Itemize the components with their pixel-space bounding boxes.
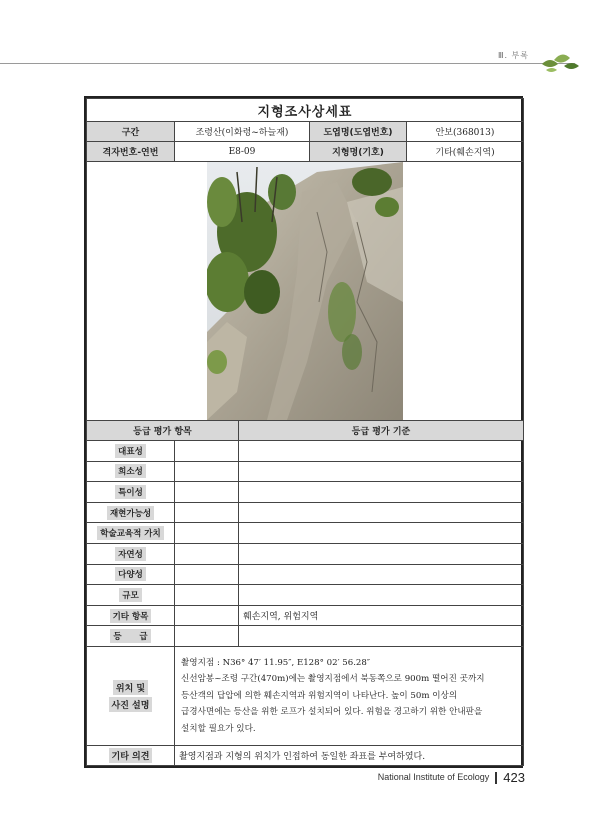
eval-grade [175,441,239,462]
section-name-label: 구간 [87,122,175,142]
leaf-ornament-icon [540,50,580,74]
note-label-text: 기타 의견 [109,748,153,763]
description-line: 등산객의 답압에 의한 훼손지역과 위험지역이 나타난다. 높이 50m 이상의 [181,690,458,701]
eval-criteria [239,502,524,523]
eval-grade [175,482,239,503]
eval-item-label: 대표성 [115,444,146,458]
eval-row [87,585,524,606]
landform-label: 지형명(기호) [310,142,407,162]
eval-item-label: 희소성 [115,464,146,478]
eval-row [87,482,524,503]
eval-row [87,605,524,626]
eval-row [87,523,524,544]
eval-items-header: 등급 평가 항목 [87,421,239,441]
note-label [87,745,175,765]
eval-row [87,564,524,585]
note-text: 촬영지점과 지형의 위치가 인접하여 동일한 좌표를 부여하였다. [175,745,524,765]
eval-row [87,502,524,523]
description-text [175,646,524,745]
landform-value: 기타(훼손지역) [407,142,524,162]
eval-row [87,626,524,647]
eval-item-label: 다양성 [115,567,146,581]
eval-criteria [239,523,524,544]
map-sheet-label: 도엽명(도엽번호) [310,122,407,142]
grid-number-value: E8-09 [175,142,310,162]
eval-row [87,441,524,462]
eval-criteria [239,585,524,606]
description-label-line1: 위치 및 [113,680,148,695]
eval-criteria [239,461,524,482]
eval-item-label: 기타 항목 [110,609,152,623]
grid-number-label: 격자번호-연번 [87,142,175,162]
eval-item-label: 등 급 [110,629,150,643]
rocky-cliff-photo [207,162,403,420]
eval-grade [175,626,239,647]
photo-cell [87,162,524,421]
section-name-value: 조령산(이화령~하늘재) [175,122,310,142]
page-footer [378,770,525,785]
description-line: 설치할 필요가 있다. [181,723,256,734]
eval-grade [175,502,239,523]
description-label [87,646,175,745]
header-rule [0,63,575,64]
eval-item-label: 규모 [119,588,141,602]
eval-row [87,461,524,482]
eval-grade [175,523,239,544]
eval-criteria [239,626,524,647]
eval-item-label: 재현가능성 [107,506,154,520]
eval-criteria [239,441,524,462]
description-line: 촬영지점 : N36° 47′ 11.95″, E128° 02′ 56.28″ [181,657,371,668]
eval-item-label: 학술교육적 가치 [97,526,163,540]
survey-table [84,96,523,768]
footer-divider [495,772,497,784]
eval-grade [175,543,239,564]
eval-item-label: 자연성 [115,547,146,561]
page-number: 423 [503,770,525,785]
eval-criteria: 훼손지역, 위험지역 [239,605,524,626]
description-line: 신선암봉~조령 구간(470m)에는 촬영지점에서 북동쪽으로 900m 떨어진 곳까지 [181,674,485,685]
table-title: 지형조사상세표 [87,99,524,122]
map-sheet-value: 안보(368013) [407,122,524,142]
organization-name: National Institute of Ecology [377,771,490,782]
eval-criteria [239,564,524,585]
eval-grade [175,605,239,626]
description-label-line2: 사진 설명 [109,697,153,712]
section-label: Ⅲ. 부록 [497,51,529,60]
eval-grade [175,585,239,606]
eval-criteria [239,543,524,564]
eval-criteria-header: 등급 평가 기준 [239,421,524,441]
eval-grade [175,564,239,585]
eval-item-label: 특이성 [115,485,146,499]
eval-grade [175,461,239,482]
description-line: 급경사면에는 등산을 위한 로프가 설치되어 있다. 위험을 경고하기 위한 안내판을 [181,707,483,718]
eval-criteria [239,482,524,503]
eval-row [87,543,524,564]
